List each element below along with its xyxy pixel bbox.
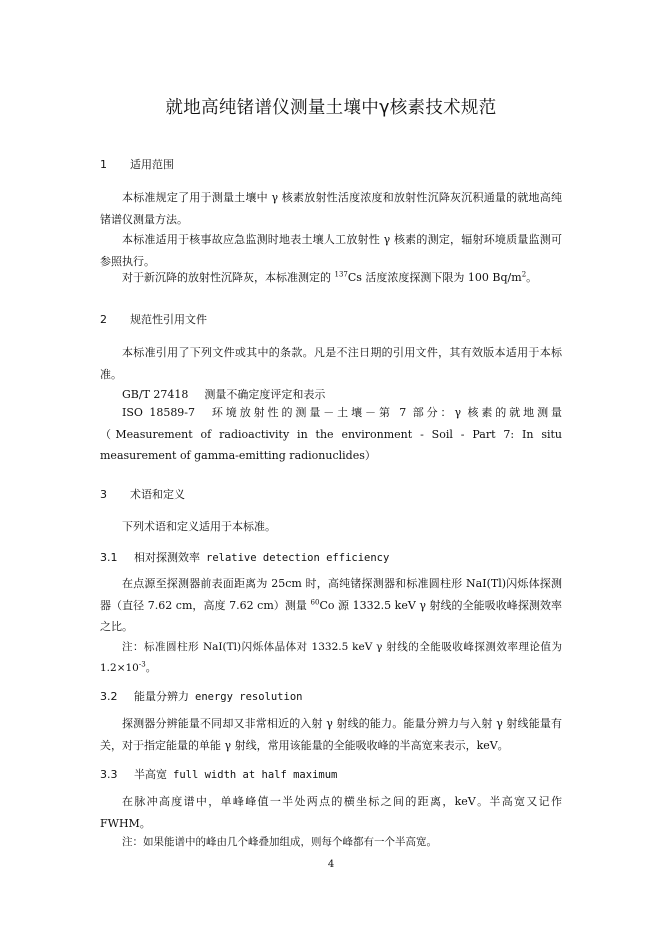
reference-code: GB/T 27418 bbox=[122, 388, 189, 401]
term-title: 相对探测效率 bbox=[134, 551, 200, 564]
term-3-1-note bbox=[100, 637, 562, 679]
term-3-3-note: 注：如果能谱中的峰由几个峰叠加组成，则每个峰都有一个半高宽。 bbox=[122, 836, 437, 848]
reference-1 bbox=[122, 386, 325, 402]
section-1-para-3 bbox=[100, 267, 562, 289]
term-3-1-definition bbox=[100, 573, 562, 638]
para-text: Cs 活度浓度探测下限为 100 Bq/m bbox=[347, 271, 522, 284]
term-number: 3.3 bbox=[100, 768, 118, 781]
term-3-2-heading bbox=[100, 688, 302, 704]
term-english: energy resolution bbox=[195, 691, 303, 703]
term-3-3-heading bbox=[100, 766, 337, 782]
section-title: 适用范围 bbox=[130, 158, 174, 171]
superscript: 137 bbox=[334, 270, 348, 279]
section-3-para-1: 下列术语和定义适用于本标准。 bbox=[122, 520, 276, 533]
section-number: 3 bbox=[100, 488, 107, 501]
page-number: 4 bbox=[327, 859, 335, 870]
section-1-heading bbox=[100, 156, 174, 172]
term-number: 3.2 bbox=[100, 690, 118, 703]
note-text: 。 bbox=[145, 662, 157, 674]
superscript: 2 bbox=[521, 270, 527, 279]
note-text: 注：标准圆柱形 NaI(Tl)闪烁体晶体对 1332.5 keV γ 射线的全能吸收峰探测效率理论值为 1.2×10 bbox=[100, 641, 562, 674]
para-text: 。 bbox=[526, 271, 538, 284]
term-3-1-heading bbox=[100, 549, 389, 565]
term-english: relative detection efficiency bbox=[206, 552, 390, 564]
para-text: Co 源 1332.5 keV γ 射线的全能吸收峰探测效率之比。 bbox=[100, 598, 562, 633]
superscript: 60 bbox=[310, 597, 320, 606]
term-english: full width at half maximum bbox=[173, 769, 338, 781]
document-title: 就地高纯锗谱仪测量土壤中γ核素技术规范 bbox=[165, 98, 497, 118]
reference-title: 测量不确定度评定和表示 bbox=[204, 388, 326, 401]
para-text: 对于新沉降的放射性沉降灰，本标准测定的 bbox=[122, 271, 335, 284]
reference-2: ISO 18589-7 环境放射性的测量－土壤－第 7 部分：γ 核素的就地测量（Measurement of radioactivity in the environment - Soil - Part 7: In situ measurement of gamma-emitting radionuclides） bbox=[100, 406, 562, 462]
section-1-para-2: 本标准适用于核事故应急监测时地表土壤人工放射性 γ 核素的测定，辐射环境质量监测可参照执行。 bbox=[100, 233, 562, 268]
section-number: 1 bbox=[100, 158, 107, 171]
section-2-para-1: 本标准引用了下列文件或其中的条款。凡是不注日期的引用文件，其有效版本适用于本标准。 bbox=[100, 346, 562, 381]
term-title: 半高宽 bbox=[134, 768, 167, 781]
section-2-heading bbox=[100, 311, 207, 327]
section-3-heading bbox=[100, 486, 185, 502]
term-number: 3.1 bbox=[100, 551, 118, 564]
section-1-para-1: 本标准规定了用于测量土壤中 γ 核素放射性活度浓度和放射性沉降灰沉积通量的就地高纯锗谱仪测量方法。 bbox=[100, 191, 562, 226]
term-3-2-definition: 探测器分辨能量不同却又非常相近的入射 γ 射线的能力。能量分辨力与入射 γ 射线能量有关，对于指定能量的单能 γ 射线，常用该能量的全能吸收峰的半高宽来表示，keV。 bbox=[100, 717, 562, 752]
para-text: 在点源至探测器前表面距离为 25cm 时，高纯锗探测器和标准圆柱形 NaI(Tl)闪烁体探测器（直径 7.62 cm，高度 7.62 cm）测量 bbox=[100, 577, 562, 612]
term-3-3-definition: 在脉冲高度谱中，单峰峰值一半处两点的横坐标之间的距离，keV。半高宽又记作 FWHM。 bbox=[100, 795, 562, 830]
section-number: 2 bbox=[100, 313, 107, 326]
superscript: -3 bbox=[138, 660, 146, 669]
term-title: 能量分辨力 bbox=[134, 690, 189, 703]
section-title: 规范性引用文件 bbox=[130, 313, 207, 326]
section-title: 术语和定义 bbox=[130, 488, 185, 501]
